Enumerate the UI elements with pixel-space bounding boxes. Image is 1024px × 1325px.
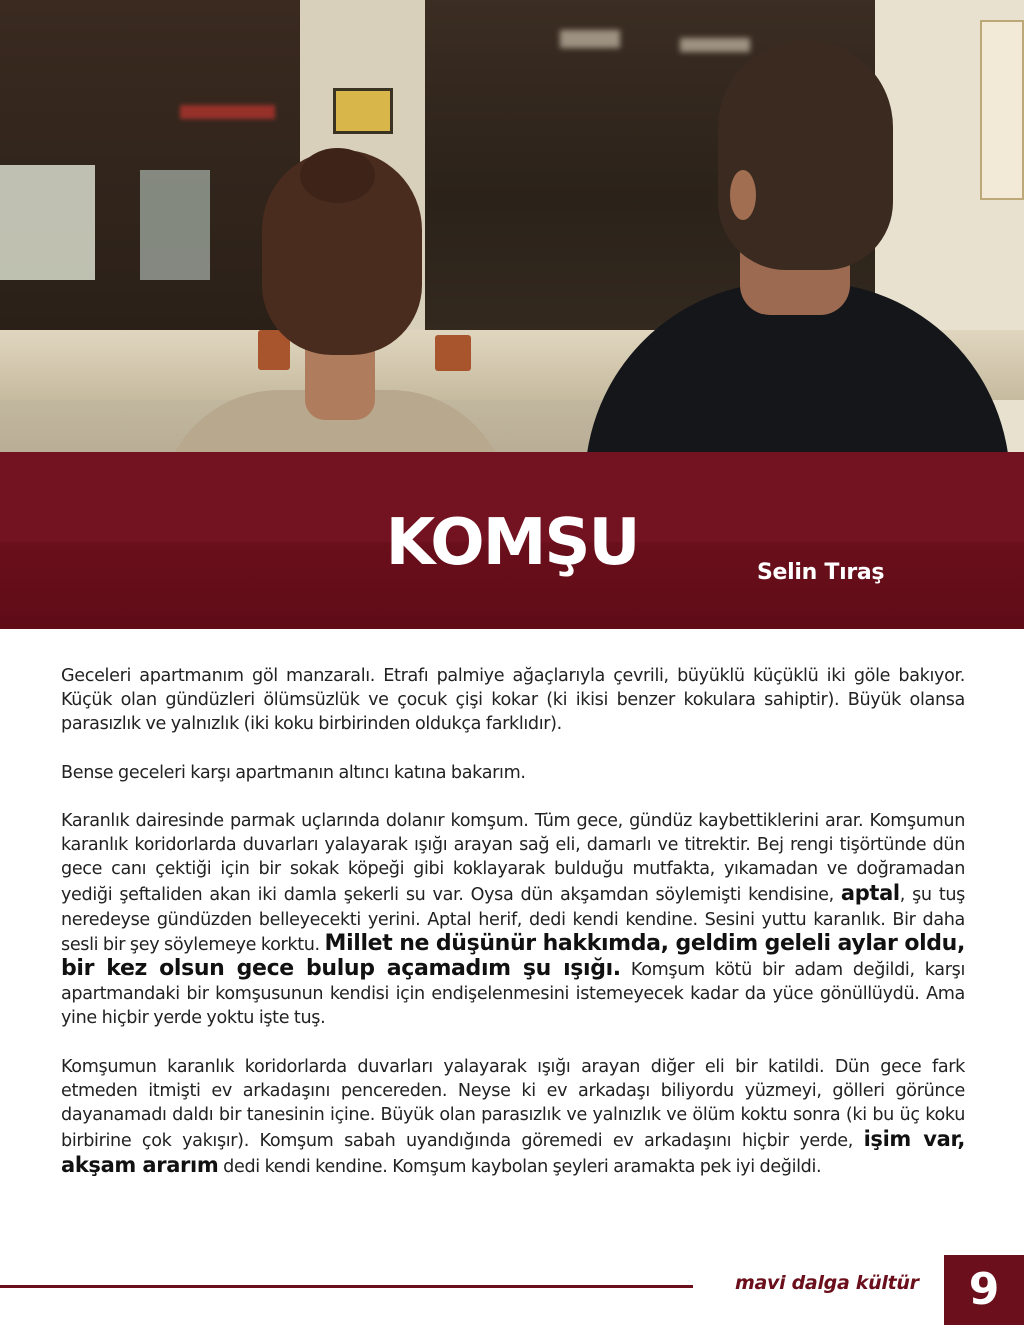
highlight-aptal: aptal <box>840 881 900 906</box>
paragraph-2: Bense geceleri karşı apartmanın altıncı katına bakarım. <box>61 762 526 783</box>
paragraph-3 <box>61 809 965 1031</box>
wall-picture <box>333 88 393 134</box>
paragraph-4-text-a: Komşumun karanlık koridorlarda duvarları yalayarak ışığı arayan diğer eli bir katildi. Dün gece fark etmeden itmişti ev arkadaşını pencereden. Neyse ki ev arkadaşı biliyordu yüzmeyi, gölleri görünce dayanamadı daldı bir tanesinin içine. Büyük olan parasızlık ve yalnızlık ve ölüm koktu sonra (ki bu üç koku birbirine çok yakışır). Komşum sabah uyandığında göremedi ev arkadaşını hiçbir yerde, <box>61 1056 965 1152</box>
article-body <box>61 664 965 1180</box>
paragraph-4-text-b: dedi kendi kendine. Komşum kaybolan şeyleri aramakta pek iyi değildi. <box>218 1157 822 1178</box>
paragraph-1: Geceleri apartmanım göl manzaralı. Etrafı palmiye ağaçlarıyla çevrili, büyüklü küçüklü iki göle bakıyor. Küçük olan gündüzleri ölümsüzlük ve çocuk çişi kokar (ki ikisi benzer kokulara sahiptir). Büyük olansa parasızlık ve yalnızlık (iki koku birbirinden oldukça farklıdır). <box>61 666 965 735</box>
article-author: Selin Tıraş <box>757 560 885 585</box>
hero-photo <box>0 0 1024 452</box>
magazine-name: mavi dalga kültür <box>735 1272 919 1294</box>
highlight-quote: Millet ne düşünür hakkımda, geldim geleli aylar oldu, bir kez olsun gece bulup açamadım şu ışığı. <box>61 930 965 982</box>
footer-rule <box>0 1285 693 1288</box>
highlight-isim-var: işim var, akşam ararım <box>61 1127 965 1178</box>
paragraph-4 <box>61 1055 965 1180</box>
paragraph-3-text-a: Karanlık dairesinde parmak uçlarında dolanır komşum. Tüm gece, gündüz kaybettiklerini arar. Komşumun karanlık koridorlarda duvarları yalayarak ışığı arayan sağ eli, damarlı ve titrektir. Bej rengi tişörtünde dün gece canı çektiği için bir sokak köpeği gibi koklayarak bulduğu mutfakta, yıkamadan ve doğramadan yediği şeftaliden akan iki damla şekerli su var. Oysa dün akşamdan söylemişti kendisine, <box>61 810 965 906</box>
paragraph-3-text-b: , şu tuş neredeyse gündüzden belleyecekti yerini. Aptal herif, dedi kendi kendine. Sesini yuttu karanlık. Bir daha sesli bir şey söylemeye korktu. <box>61 885 965 955</box>
article-title: KOMŞU <box>385 506 639 580</box>
page-number: 9 <box>944 1255 1024 1325</box>
paragraph-3-text-c: Komşum kötü bir adam değildi, karşı apartmandaki bir komşusunun kendisi için endişelenmesini istemeyecek kadar da yüce gönüllüydü. Ama yine hiçbir yerde yoktu işte tuş. <box>61 960 965 1029</box>
